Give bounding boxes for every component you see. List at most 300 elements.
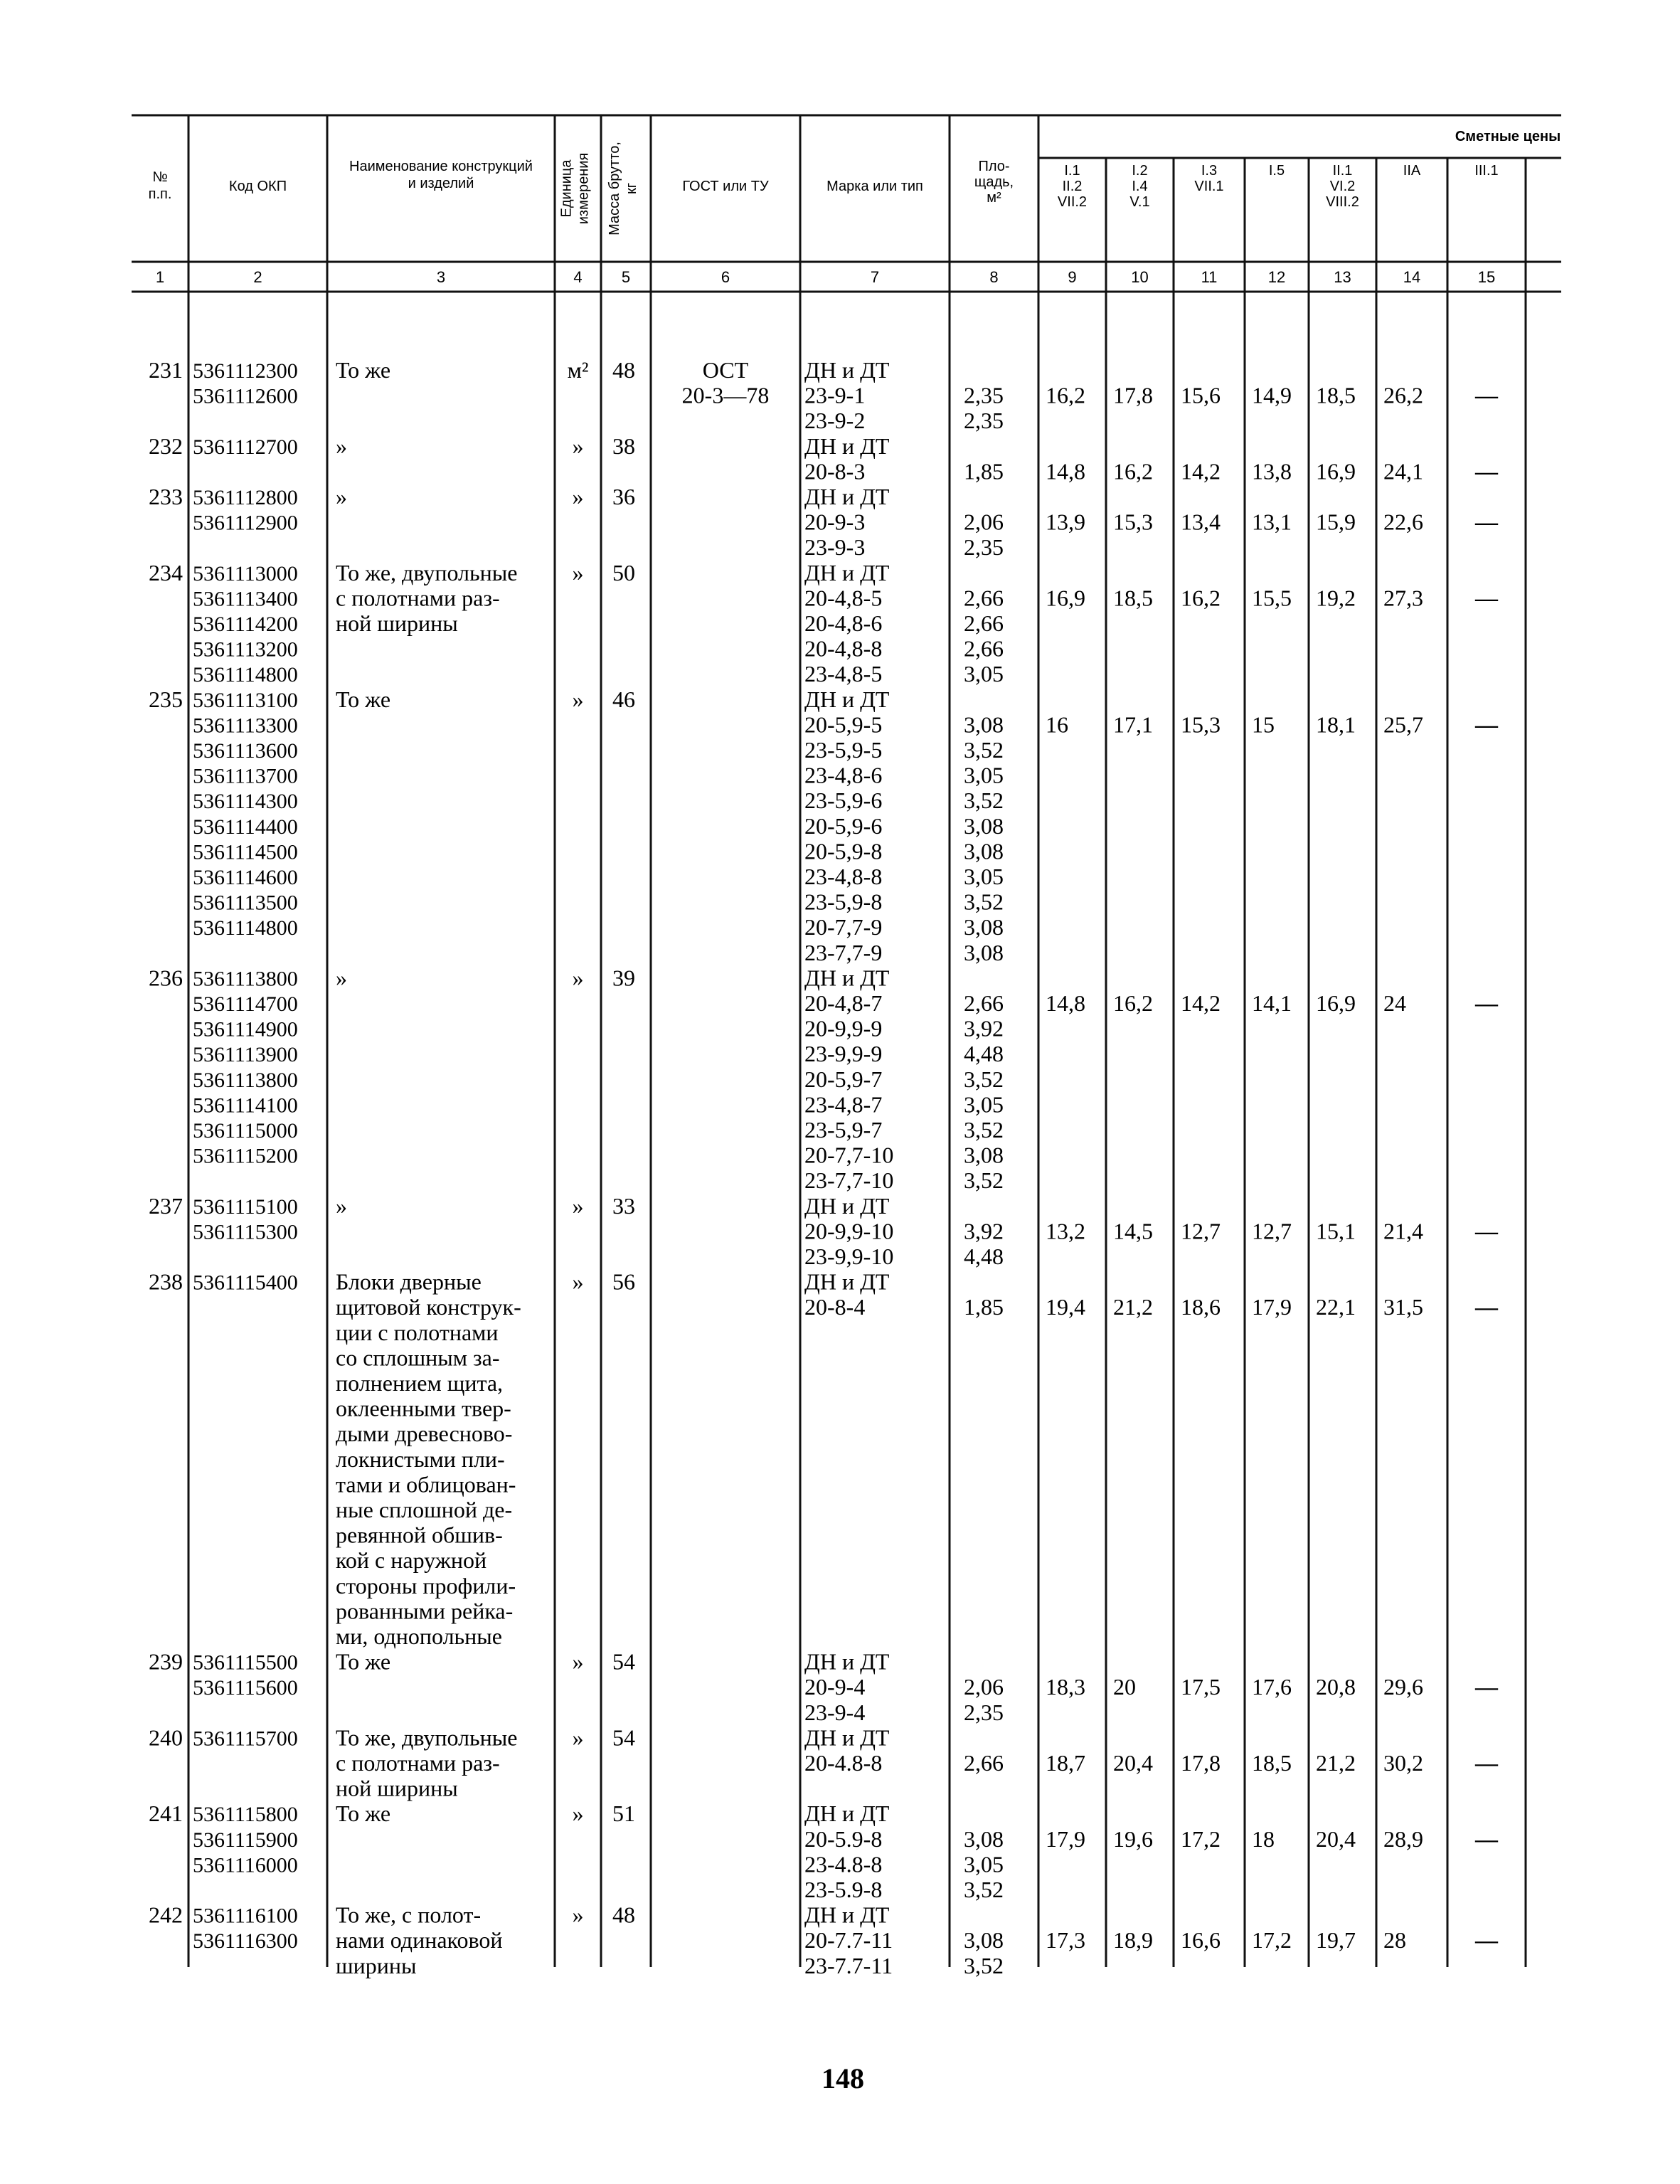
item-name: щитовой конструк- xyxy=(336,1294,521,1320)
header-label-p13: II.1 xyxy=(1332,163,1353,179)
column-number: 1 xyxy=(155,268,165,286)
okp-code: 5361114700 xyxy=(193,992,298,1017)
row-number: 236 xyxy=(149,965,183,991)
column-number: 10 xyxy=(1131,268,1149,286)
mark-value: ДН и ДТ xyxy=(804,484,890,510)
area-value: 3,92 xyxy=(964,1015,1004,1041)
price-value: 16,9 xyxy=(1316,990,1356,1017)
mass-value: 50 xyxy=(612,559,635,585)
price-dash: — xyxy=(1475,509,1498,535)
price-value: 16,2 xyxy=(1113,458,1153,484)
item-name: То же, двупольные xyxy=(336,559,518,585)
price-value: 14,1 xyxy=(1252,990,1292,1017)
okp-code: 5361116300 xyxy=(193,1929,298,1954)
okp-code: 5361114800 xyxy=(193,916,298,940)
price-value: 13,1 xyxy=(1252,509,1292,535)
mark-value: 23-7,7-9 xyxy=(804,939,883,965)
mass-value: 33 xyxy=(612,1192,635,1219)
area-value: 3,08 xyxy=(964,812,1004,839)
area-value: 2,66 xyxy=(964,585,1004,611)
mark-value: 20-8-4 xyxy=(804,1294,866,1320)
item-name: ной ширины xyxy=(336,610,458,637)
mark-value: 23-4,8-8 xyxy=(804,864,883,890)
mark-value: 23-5,9-7 xyxy=(804,1117,883,1143)
mark-value: 23-9-2 xyxy=(804,408,866,434)
mark-value: 20-9,9-10 xyxy=(804,1218,894,1244)
area-value: 3,08 xyxy=(964,1927,1004,1954)
okp-code: 5361114400 xyxy=(193,815,298,839)
okp-code: 5361114900 xyxy=(193,1017,298,1041)
header-label-mass: Масса брутто, xyxy=(607,142,622,235)
header-label-num: № xyxy=(152,169,168,185)
price-value: 18,5 xyxy=(1113,585,1153,611)
price-value: 17,8 xyxy=(1113,382,1153,408)
price-value: 15,3 xyxy=(1113,509,1153,535)
price-value: 16,2 xyxy=(1046,382,1085,408)
area-value: 3,08 xyxy=(964,939,1004,965)
price-value: 20,4 xyxy=(1316,1825,1356,1852)
okp-code: 5361112600 xyxy=(193,384,298,408)
header-label-p9: VII.2 xyxy=(1057,194,1088,210)
price-value: 16,9 xyxy=(1316,458,1356,484)
header-label-unit: измерения xyxy=(575,152,592,225)
table-body xyxy=(149,357,1499,1978)
mark-value: 20-5,9-6 xyxy=(804,812,883,839)
header-label-p12: I.5 xyxy=(1268,163,1285,179)
area-value: 3,52 xyxy=(964,1877,1004,1903)
area-value: 2,66 xyxy=(964,610,1004,637)
price-value: 16,2 xyxy=(1181,585,1221,611)
unit-value: » xyxy=(572,1902,584,1928)
mark-value: 23-9,9-10 xyxy=(804,1244,894,1270)
okp-code: 5361112900 xyxy=(193,511,298,535)
okp-code: 5361114500 xyxy=(193,840,298,864)
okp-code: 5361116000 xyxy=(193,1853,298,1877)
column-number: 12 xyxy=(1267,268,1286,286)
okp-code: 5361113900 xyxy=(193,1043,298,1067)
price-value: 13,8 xyxy=(1252,458,1292,484)
header-label-name: и изделий xyxy=(408,176,474,191)
table-row xyxy=(149,965,1499,1193)
price-value: 22,1 xyxy=(1316,1294,1356,1320)
item-name: ные сплошной де- xyxy=(336,1497,513,1523)
row-number: 237 xyxy=(149,1192,183,1219)
area-value: 2,35 xyxy=(964,534,1004,561)
unit-value: » xyxy=(572,1801,584,1827)
mass-value: 48 xyxy=(612,1902,635,1928)
price-dash: — xyxy=(1475,382,1498,408)
gost-value: 20-3—78 xyxy=(681,382,770,408)
header-label-p9: II.2 xyxy=(1062,179,1083,194)
unit-value: » xyxy=(572,686,584,712)
price-value: 20,4 xyxy=(1113,1750,1153,1776)
mark-value: ДН и ДТ xyxy=(804,1724,890,1751)
price-dash: — xyxy=(1475,1218,1498,1244)
mark-value: 23-7,7-10 xyxy=(804,1167,894,1194)
gost-value: ОСТ xyxy=(702,357,749,383)
column-number: 13 xyxy=(1334,268,1351,286)
price-value: 14,8 xyxy=(1046,458,1085,484)
row-number: 240 xyxy=(149,1724,183,1751)
price-value: 19,6 xyxy=(1113,1825,1153,1852)
area-value: 3,05 xyxy=(964,762,1004,788)
okp-code: 5361115100 xyxy=(193,1194,298,1219)
item-name: стороны профили- xyxy=(336,1572,516,1599)
mark-value: ДН и ДТ xyxy=(804,1902,890,1928)
unit-value: » xyxy=(572,965,584,991)
price-value: 14,2 xyxy=(1181,458,1221,484)
mass-value: 46 xyxy=(612,686,635,712)
price-value: 16,6 xyxy=(1181,1927,1221,1954)
header-label-area: щадь, xyxy=(974,174,1014,190)
area-value: 2,66 xyxy=(964,635,1004,662)
price-value: 13,2 xyxy=(1046,1218,1085,1244)
price-value: 13,4 xyxy=(1181,509,1221,535)
mark-value: 23-9-1 xyxy=(804,382,866,408)
mass-value: 54 xyxy=(612,1648,635,1675)
price-value: 16,2 xyxy=(1113,990,1153,1017)
mass-value: 51 xyxy=(612,1801,635,1827)
okp-code: 5361113300 xyxy=(193,714,298,738)
okp-code: 5361115500 xyxy=(193,1650,298,1675)
mark-value: ДН и ДТ xyxy=(804,1268,890,1295)
okp-code: 5361115800 xyxy=(193,1803,298,1827)
mass-value: 39 xyxy=(612,965,635,991)
header-label-area: Пло- xyxy=(978,159,1010,174)
price-value: 18,5 xyxy=(1316,382,1356,408)
mark-value: 23-9-4 xyxy=(804,1699,866,1725)
table-row xyxy=(149,1902,1499,1978)
column-number: 8 xyxy=(989,268,999,286)
price-value: 16 xyxy=(1046,711,1068,738)
mark-value: 23-5,9-6 xyxy=(804,788,883,814)
price-value: 12,7 xyxy=(1181,1218,1221,1244)
area-value: 3,52 xyxy=(964,1117,1004,1143)
mark-value: ДН и ДТ xyxy=(804,686,890,712)
price-value: 26,2 xyxy=(1383,382,1423,408)
price-value: 17,9 xyxy=(1046,1825,1085,1852)
price-value: 17,6 xyxy=(1252,1674,1292,1700)
price-value: 13,9 xyxy=(1046,509,1085,535)
okp-code: 5361115600 xyxy=(193,1676,298,1700)
mark-value: 20-9-4 xyxy=(804,1674,866,1700)
header-label-gost: ГОСТ или ТУ xyxy=(682,179,769,194)
area-value: 4,48 xyxy=(964,1244,1004,1270)
okp-code: 5361113000 xyxy=(193,561,298,585)
header-label-unit: Единица xyxy=(558,159,575,218)
price-value: 30,2 xyxy=(1383,1750,1423,1776)
area-value: 3,08 xyxy=(964,711,1004,738)
price-value: 17,2 xyxy=(1181,1825,1221,1852)
row-number: 231 xyxy=(149,357,183,383)
item-name: То же xyxy=(336,686,391,712)
header-label-p11: I.3 xyxy=(1201,163,1218,179)
mass-value: 36 xyxy=(612,484,635,510)
okp-code: 5361113100 xyxy=(193,688,298,712)
mark-value: 23-4,8-7 xyxy=(804,1091,883,1118)
item-name: То же, двупольные xyxy=(336,1724,518,1751)
mark-value: ДН и ДТ xyxy=(804,433,890,459)
unit-value: » xyxy=(572,1724,584,1751)
mark-value: ДН и ДТ xyxy=(804,965,890,991)
table-row xyxy=(149,560,1499,687)
header-label-p13: VI.2 xyxy=(1329,179,1356,194)
item-name: тами и облицован- xyxy=(336,1471,516,1497)
header-label-p14: IIA xyxy=(1403,163,1421,179)
header-label-p15: III.1 xyxy=(1474,163,1499,179)
price-value: 21,2 xyxy=(1113,1294,1153,1320)
mark-value: 23-5,9-8 xyxy=(804,889,883,915)
price-value: 18 xyxy=(1252,1825,1275,1852)
area-value: 2,66 xyxy=(964,990,1004,1017)
okp-code: 5361114200 xyxy=(193,613,298,637)
mark-value: 20-7,7-10 xyxy=(804,1142,894,1168)
column-number: 4 xyxy=(573,268,583,286)
row-number: 235 xyxy=(149,686,183,712)
area-value: 2,66 xyxy=(964,1750,1004,1776)
price-value: 18,1 xyxy=(1316,711,1356,738)
price-value: 17,2 xyxy=(1252,1927,1292,1954)
area-value: 3,05 xyxy=(964,661,1004,687)
okp-code: 5361112700 xyxy=(193,435,298,459)
column-number: 2 xyxy=(253,268,262,286)
unit-value: » xyxy=(572,484,584,510)
price-value: 19,4 xyxy=(1046,1294,1085,1320)
header-label-p10: V.1 xyxy=(1129,194,1150,210)
mark-value: 20-9,9-9 xyxy=(804,1015,883,1041)
item-name: То же xyxy=(336,1648,391,1675)
price-dash: — xyxy=(1475,1750,1498,1776)
column-number: 15 xyxy=(1477,268,1496,286)
area-value: 3,08 xyxy=(964,1142,1004,1168)
price-value: 20 xyxy=(1113,1674,1136,1700)
item-name: кой с наружной xyxy=(336,1547,487,1574)
price-value: 16,9 xyxy=(1046,585,1085,611)
mark-value: ДН и ДТ xyxy=(804,357,890,383)
table-row xyxy=(149,1269,1499,1649)
unit-value: » xyxy=(572,433,584,459)
price-dash: — xyxy=(1475,1825,1498,1852)
unit-value: » xyxy=(572,559,584,585)
okp-code: 5361115700 xyxy=(193,1727,298,1751)
header-label-p13: VIII.2 xyxy=(1326,194,1359,210)
okp-code: 5361113700 xyxy=(193,764,298,788)
okp-code: 5361112300 xyxy=(193,359,298,383)
price-value: 17,9 xyxy=(1252,1294,1292,1320)
area-value: 2,06 xyxy=(964,1674,1004,1700)
row-number: 239 xyxy=(149,1648,183,1675)
price-value: 28 xyxy=(1383,1927,1406,1954)
item-name: ной ширины xyxy=(336,1775,458,1801)
mark-value: 20-4,8-6 xyxy=(804,610,883,637)
okp-code: 5361114300 xyxy=(193,790,298,814)
table-row xyxy=(149,1649,1499,1725)
mark-value: 20-4,8-7 xyxy=(804,990,883,1017)
header-label-mark: Марка или тип xyxy=(826,179,923,194)
price-value: 21,2 xyxy=(1316,1750,1356,1776)
mark-value: 23-4,8-5 xyxy=(804,661,883,687)
mark-value: 20-7,7-9 xyxy=(804,914,883,940)
unit-value: » xyxy=(572,1192,584,1219)
area-value: 2,35 xyxy=(964,382,1004,408)
table-row xyxy=(149,1193,1499,1269)
price-value: 25,7 xyxy=(1383,711,1423,738)
price-value: 18,6 xyxy=(1181,1294,1221,1320)
okp-code: 5361115400 xyxy=(193,1271,298,1295)
mark-value: 20-7.7-11 xyxy=(804,1927,893,1954)
price-value: 22,6 xyxy=(1383,509,1423,535)
okp-code: 5361115200 xyxy=(193,1144,298,1168)
mark-value: 20-4,8-5 xyxy=(804,585,883,611)
okp-code: 5361113500 xyxy=(193,891,298,915)
price-value: 19,2 xyxy=(1316,585,1356,611)
item-name: нами одинаковой xyxy=(336,1927,503,1954)
okp-code: 5361113400 xyxy=(193,587,298,611)
item-name: То же xyxy=(336,357,391,383)
item-name: локнистыми пли- xyxy=(336,1446,505,1472)
item-name: » xyxy=(336,433,347,459)
header-label-p11: VII.1 xyxy=(1194,179,1224,194)
area-value: 2,06 xyxy=(964,509,1004,535)
mark-value: 23-5,9-5 xyxy=(804,737,883,763)
mark-value: 23-9,9-9 xyxy=(804,1041,883,1067)
price-value: 21,4 xyxy=(1383,1218,1423,1244)
area-value: 3,08 xyxy=(964,1825,1004,1852)
header-label-p9: I.1 xyxy=(1064,163,1080,179)
area-value: 3,05 xyxy=(964,1851,1004,1877)
price-value: 17,1 xyxy=(1113,711,1153,738)
page-number: 148 xyxy=(822,2062,864,2094)
price-value: 20,8 xyxy=(1316,1674,1356,1700)
okp-code: 5361114800 xyxy=(193,663,298,687)
price-value: 17,8 xyxy=(1181,1750,1221,1776)
table-row xyxy=(149,1724,1499,1801)
item-name: рованными рейка- xyxy=(336,1598,514,1624)
price-value: 18,3 xyxy=(1046,1674,1085,1700)
price-value: 28,9 xyxy=(1383,1825,1423,1852)
unit-value: м² xyxy=(567,357,589,383)
row-number: 233 xyxy=(149,484,183,510)
area-value: 3,52 xyxy=(964,889,1004,915)
price-value: 17,5 xyxy=(1181,1674,1221,1700)
row-number: 232 xyxy=(149,433,183,459)
price-value: 18,7 xyxy=(1046,1750,1085,1776)
header-group-title: Сметные цены xyxy=(1455,129,1561,144)
price-dash: — xyxy=(1475,1927,1498,1954)
mark-value: 23-5.9-8 xyxy=(804,1877,883,1903)
price-dash: — xyxy=(1475,1294,1498,1320)
mass-value: 48 xyxy=(612,357,635,383)
unit-value: » xyxy=(572,1648,584,1675)
row-number: 242 xyxy=(149,1902,183,1928)
table-row xyxy=(149,433,1499,484)
area-value: 3,52 xyxy=(964,1066,1004,1092)
mark-value: 23-7.7-11 xyxy=(804,1952,893,1978)
table-row xyxy=(149,357,1499,433)
column-number: 5 xyxy=(621,268,631,286)
mark-value: ДН и ДТ xyxy=(804,559,890,585)
mark-value: 20-5,9-7 xyxy=(804,1066,883,1092)
mark-value: 23-4.8-8 xyxy=(804,1851,883,1877)
item-name: оклеенными твер- xyxy=(336,1395,511,1421)
item-name: с полотнами раз- xyxy=(336,1750,500,1776)
area-value: 3,08 xyxy=(964,838,1004,864)
okp-code: 5361114600 xyxy=(193,866,298,890)
area-value: 1,85 xyxy=(964,458,1004,484)
area-value: 4,48 xyxy=(964,1041,1004,1067)
okp-code: 5361112800 xyxy=(193,486,298,510)
price-value: 18,9 xyxy=(1113,1927,1153,1954)
price-value: 14,8 xyxy=(1046,990,1085,1017)
okp-code: 5361113800 xyxy=(193,967,298,991)
area-value: 3,52 xyxy=(964,788,1004,814)
price-value: 14,9 xyxy=(1252,382,1292,408)
mark-value: ДН и ДТ xyxy=(804,1648,890,1675)
item-name: ширины xyxy=(336,1952,417,1978)
table-row xyxy=(149,687,1499,965)
column-number: 3 xyxy=(436,268,446,286)
price-value: 14,2 xyxy=(1181,990,1221,1017)
item-name: со сплошным за- xyxy=(336,1345,500,1371)
price-value: 15,1 xyxy=(1316,1218,1356,1244)
mark-value: 23-4,8-6 xyxy=(804,762,883,788)
item-name: ции с полотнами xyxy=(336,1319,499,1345)
area-value: 3,52 xyxy=(964,1952,1004,1978)
area-value: 3,52 xyxy=(964,737,1004,763)
price-value: 12,7 xyxy=(1252,1218,1292,1244)
mark-value: 20-5.9-8 xyxy=(804,1825,883,1852)
okp-code: 5361115300 xyxy=(193,1220,298,1244)
table-row xyxy=(149,484,1499,560)
unit-value: » xyxy=(572,1268,584,1295)
mass-value: 56 xyxy=(612,1268,635,1295)
column-number: 14 xyxy=(1403,268,1421,286)
area-value: 3,05 xyxy=(964,864,1004,890)
okp-code: 5361116100 xyxy=(193,1904,298,1928)
item-name: Блоки дверные xyxy=(336,1268,482,1295)
header-label-area: м² xyxy=(987,190,1001,206)
mass-value: 54 xyxy=(612,1724,635,1751)
item-name: То же xyxy=(336,1801,391,1827)
item-name: » xyxy=(336,1192,347,1219)
column-number: 11 xyxy=(1201,268,1218,286)
item-name: с полотнами раз- xyxy=(336,585,500,611)
area-value: 2,35 xyxy=(964,1699,1004,1725)
price-value: 31,5 xyxy=(1383,1294,1423,1320)
okp-code: 5361113200 xyxy=(193,637,298,662)
area-value: 3,52 xyxy=(964,1167,1004,1194)
price-value: 19,7 xyxy=(1316,1927,1356,1954)
area-value: 3,92 xyxy=(964,1218,1004,1244)
row-number: 238 xyxy=(149,1268,183,1295)
column-number: 6 xyxy=(721,268,730,286)
item-name: полнением щита, xyxy=(336,1370,504,1396)
header-label-num: п.п. xyxy=(148,186,172,202)
mark-value: 23-9-3 xyxy=(804,534,866,561)
area-value: 3,05 xyxy=(964,1091,1004,1118)
price-value: 17,3 xyxy=(1046,1927,1085,1954)
price-value: 27,3 xyxy=(1383,585,1423,611)
area-value: 3,08 xyxy=(964,914,1004,940)
mark-value: 20-4.8-8 xyxy=(804,1750,883,1776)
mark-value: ДН и ДТ xyxy=(804,1801,890,1827)
okp-code: 5361114100 xyxy=(193,1093,298,1118)
price-value: 24,1 xyxy=(1383,458,1423,484)
price-value: 15,6 xyxy=(1181,382,1221,408)
header-label-okp: Код ОКП xyxy=(228,179,287,194)
price-dash: — xyxy=(1475,990,1498,1017)
item-name: ревянной обшив- xyxy=(336,1522,503,1548)
